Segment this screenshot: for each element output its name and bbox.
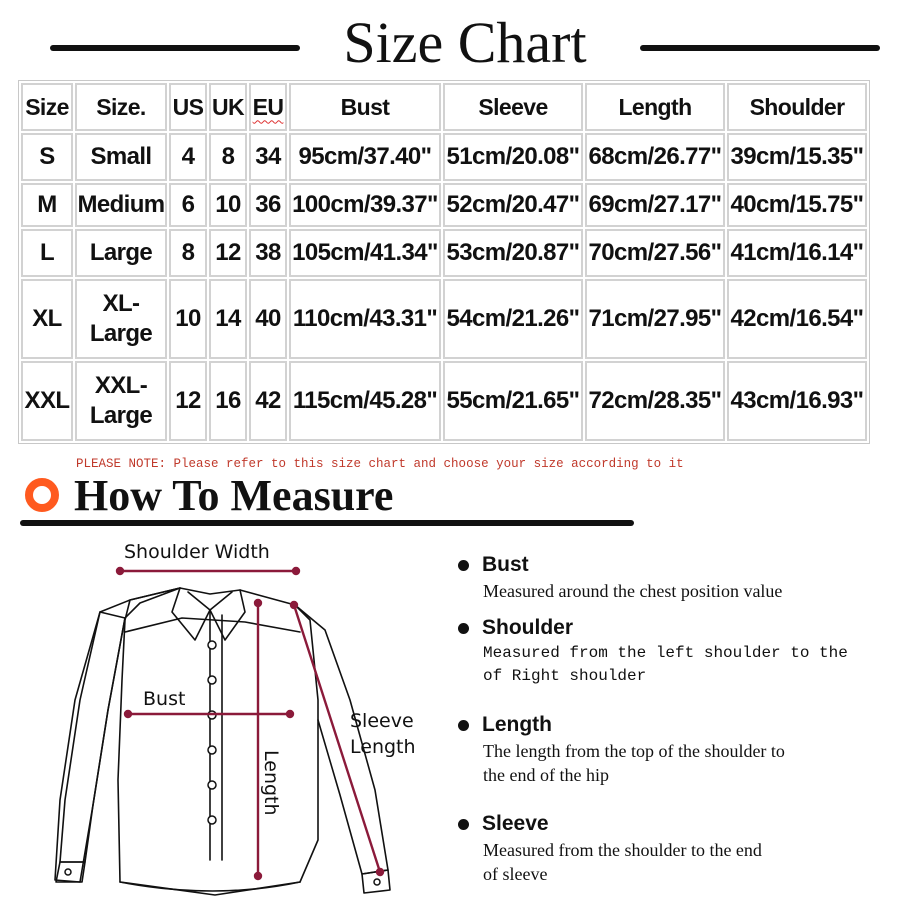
table-cell: 95cm/37.40" (289, 133, 441, 181)
table-cell: XL (21, 279, 73, 359)
measure-item-title: Shoulder (482, 616, 574, 639)
table-cell: 68cm/26.77" (585, 133, 725, 181)
measure-item-desc: Measured from the shoulder to the end of sleeve (483, 840, 762, 884)
table-cell: 10 (169, 279, 207, 359)
table-cell: 70cm/27.56" (585, 229, 725, 277)
table-cell: 12 (169, 361, 207, 441)
shirt-button (65, 869, 71, 875)
table-cell: 8 (209, 133, 247, 181)
shirt-button (208, 746, 216, 754)
label-shoulder-width: Shoulder Width (124, 541, 270, 563)
table-cell: M (21, 183, 73, 227)
table-cell: 105cm/41.34" (289, 229, 441, 277)
how-to-measure-title: How To Measure (74, 471, 394, 520)
table-cell: 71cm/27.95" (585, 279, 725, 359)
table-cell: 8 (169, 229, 207, 277)
measure-item-desc: The length from the top of the shoulder to the end of the hip (483, 741, 785, 785)
table-cell: 39cm/15.35" (727, 133, 867, 181)
label-bust: Bust (143, 688, 186, 710)
table-header-cell: Size. (75, 83, 167, 131)
table-cell (75, 361, 167, 441)
shirt-button (208, 781, 216, 789)
table-cell (75, 279, 167, 359)
table-cell: 40cm/15.75" (727, 183, 867, 227)
table-cell: XXL (21, 361, 73, 441)
table-cell: 41cm/16.14" (727, 229, 867, 277)
table-header-cell: UK (209, 83, 247, 131)
table-header-cell: US (169, 83, 207, 131)
table-cell: 54cm/21.26" (443, 279, 583, 359)
table-header-cell: Shoulder (727, 83, 867, 131)
size-name-line: XL- (102, 290, 140, 317)
table-cell: 115cm/45.28" (289, 361, 441, 441)
table-cell: 43cm/16.93" (727, 361, 867, 441)
shirt-body-outline (55, 588, 180, 882)
table-cell: 110cm/43.31" (289, 279, 441, 359)
table-row (21, 229, 867, 277)
table-header-cell: Sleeve (443, 83, 583, 131)
size-note: PLEASE NOTE: Please refer to this size chart and choose your size according to it (76, 457, 684, 471)
shirt-button (208, 641, 216, 649)
label-sleeve-line2: Length (350, 736, 416, 758)
table-header-cell: Size (21, 83, 73, 131)
title-rule-right (640, 45, 880, 51)
table-cell: 53cm/20.87" (443, 229, 583, 277)
table-cell: 51cm/20.08" (443, 133, 583, 181)
table-cell: 42 (249, 361, 287, 441)
shirt-button (208, 816, 216, 824)
table-cell: 34 (249, 133, 287, 181)
shirt-collar (172, 588, 245, 640)
table-cell: 52cm/20.47" (443, 183, 583, 227)
table-cell: 36 (249, 183, 287, 227)
table-cell: 10 (209, 183, 247, 227)
bullet-icon (458, 819, 469, 830)
measure-item-bust (458, 552, 898, 603)
table-row (21, 279, 867, 359)
measure-item-title: Bust (482, 553, 529, 576)
table-cell: 69cm/27.17" (585, 183, 725, 227)
table-cell: 40 (249, 279, 287, 359)
size-name-line: Large (89, 402, 153, 429)
bullet-icon (458, 623, 469, 634)
table-cell: 38 (249, 229, 287, 277)
measure-item-title: Length (482, 713, 552, 736)
table-cell: 55cm/21.65" (443, 361, 583, 441)
how-to-measure-rule (20, 520, 634, 526)
measure-item-sleeve (458, 811, 898, 886)
table-cell: Medium (75, 183, 167, 227)
measure-item-shoulder (458, 615, 898, 688)
table-cell: 14 (209, 279, 247, 359)
shirt-button (208, 676, 216, 684)
table-cell: S (21, 133, 73, 181)
size-table (18, 80, 870, 444)
table-cell: 4 (169, 133, 207, 181)
shirt-main-outline (118, 588, 318, 895)
table-cell: 6 (169, 183, 207, 227)
bullet-icon (458, 720, 469, 731)
orange-ring-icon (25, 478, 59, 512)
measure-item-length (458, 712, 898, 787)
bullet-icon (458, 560, 469, 571)
table-header-cell: EU (249, 83, 287, 131)
table-cell: 100cm/39.37" (289, 183, 441, 227)
label-sleeve-line1: Sleeve (350, 710, 414, 732)
table-cell: Small (75, 133, 167, 181)
size-name-line: XXL- (94, 372, 148, 399)
table-cell: 16 (209, 361, 247, 441)
measure-item-desc: Measured from the left shoulder to the of Right shoulder (483, 644, 848, 685)
title-rule-left (50, 45, 300, 51)
table-cell: 72cm/28.35" (585, 361, 725, 441)
page-title: Size Chart (343, 10, 587, 75)
table-cell: L (21, 229, 73, 277)
label-length: Length (260, 750, 282, 816)
measure-item-title: Sleeve (482, 812, 549, 835)
table-cell: 12 (209, 229, 247, 277)
measure-item-desc: Measured around the chest position value (483, 581, 783, 601)
table-cell: 42cm/16.54" (727, 279, 867, 359)
table-cell: Large (75, 229, 167, 277)
title-row (0, 8, 900, 78)
shirt-diagram (0, 530, 450, 900)
measurement-lines (117, 568, 383, 879)
shirt-button (374, 879, 380, 885)
table-header-row (21, 83, 867, 131)
table-row (21, 133, 867, 181)
size-name-line: Large (89, 320, 153, 347)
table-row (21, 183, 867, 227)
table-header-cell: Length (585, 83, 725, 131)
table-row (21, 361, 867, 441)
table-header-cell: Bust (289, 83, 441, 131)
